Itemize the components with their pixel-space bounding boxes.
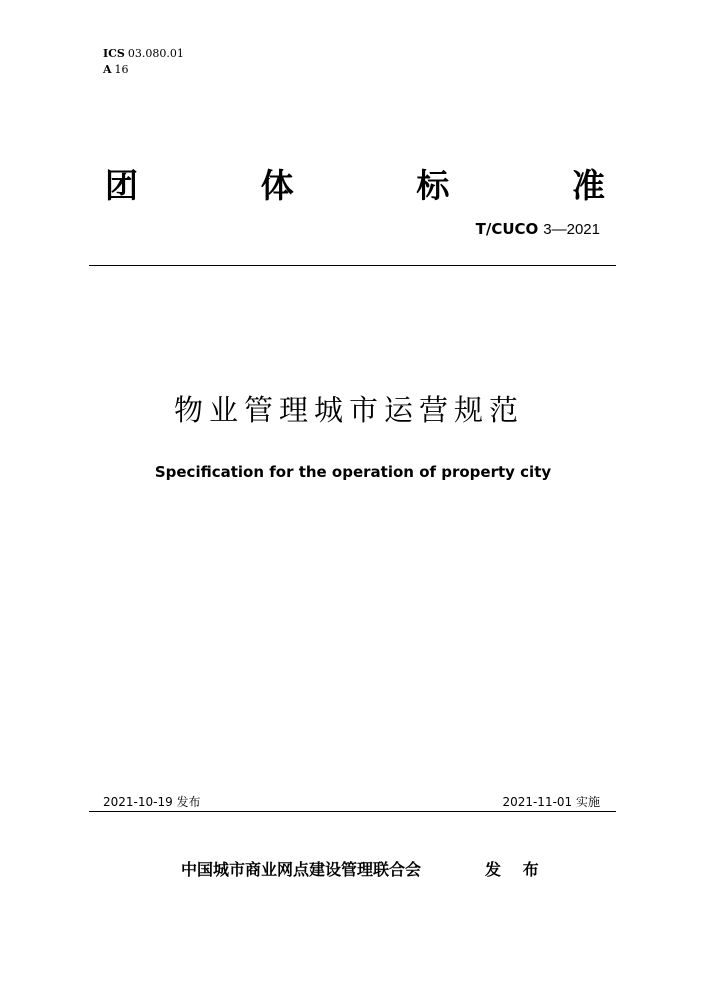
standard-code: T/CUCO (475, 220, 539, 238)
top-divider (89, 265, 616, 266)
ics-classification (103, 47, 184, 60)
publisher-name: 中国城市商业网点建设管理联合会 (181, 860, 422, 879)
heading-char: 标 (416, 165, 450, 205)
document-type-heading (105, 163, 605, 203)
title-chinese: 物业管理城市运营规范 (173, 393, 524, 427)
ccs-label: A (103, 63, 112, 76)
standard-year: 3—2021 (543, 221, 600, 238)
heading-char: 体 (260, 165, 294, 205)
issue-date: 2021-10-19 发布 (103, 795, 201, 809)
heading-char: 团 (105, 165, 138, 205)
implementation-date: 2021-11-01 实施 (502, 795, 600, 809)
ics-label: ICS (103, 47, 125, 60)
ccs-value: 16 (114, 63, 129, 76)
standard-number (476, 220, 600, 238)
title-english: Specification for the operation of property city (154, 463, 552, 481)
publish-label: 发 布 (485, 860, 547, 879)
bottom-divider (89, 811, 616, 812)
ics-value: 03.080.01 (127, 47, 184, 60)
heading-char: 准 (571, 165, 605, 205)
ccs-classification (103, 63, 129, 76)
